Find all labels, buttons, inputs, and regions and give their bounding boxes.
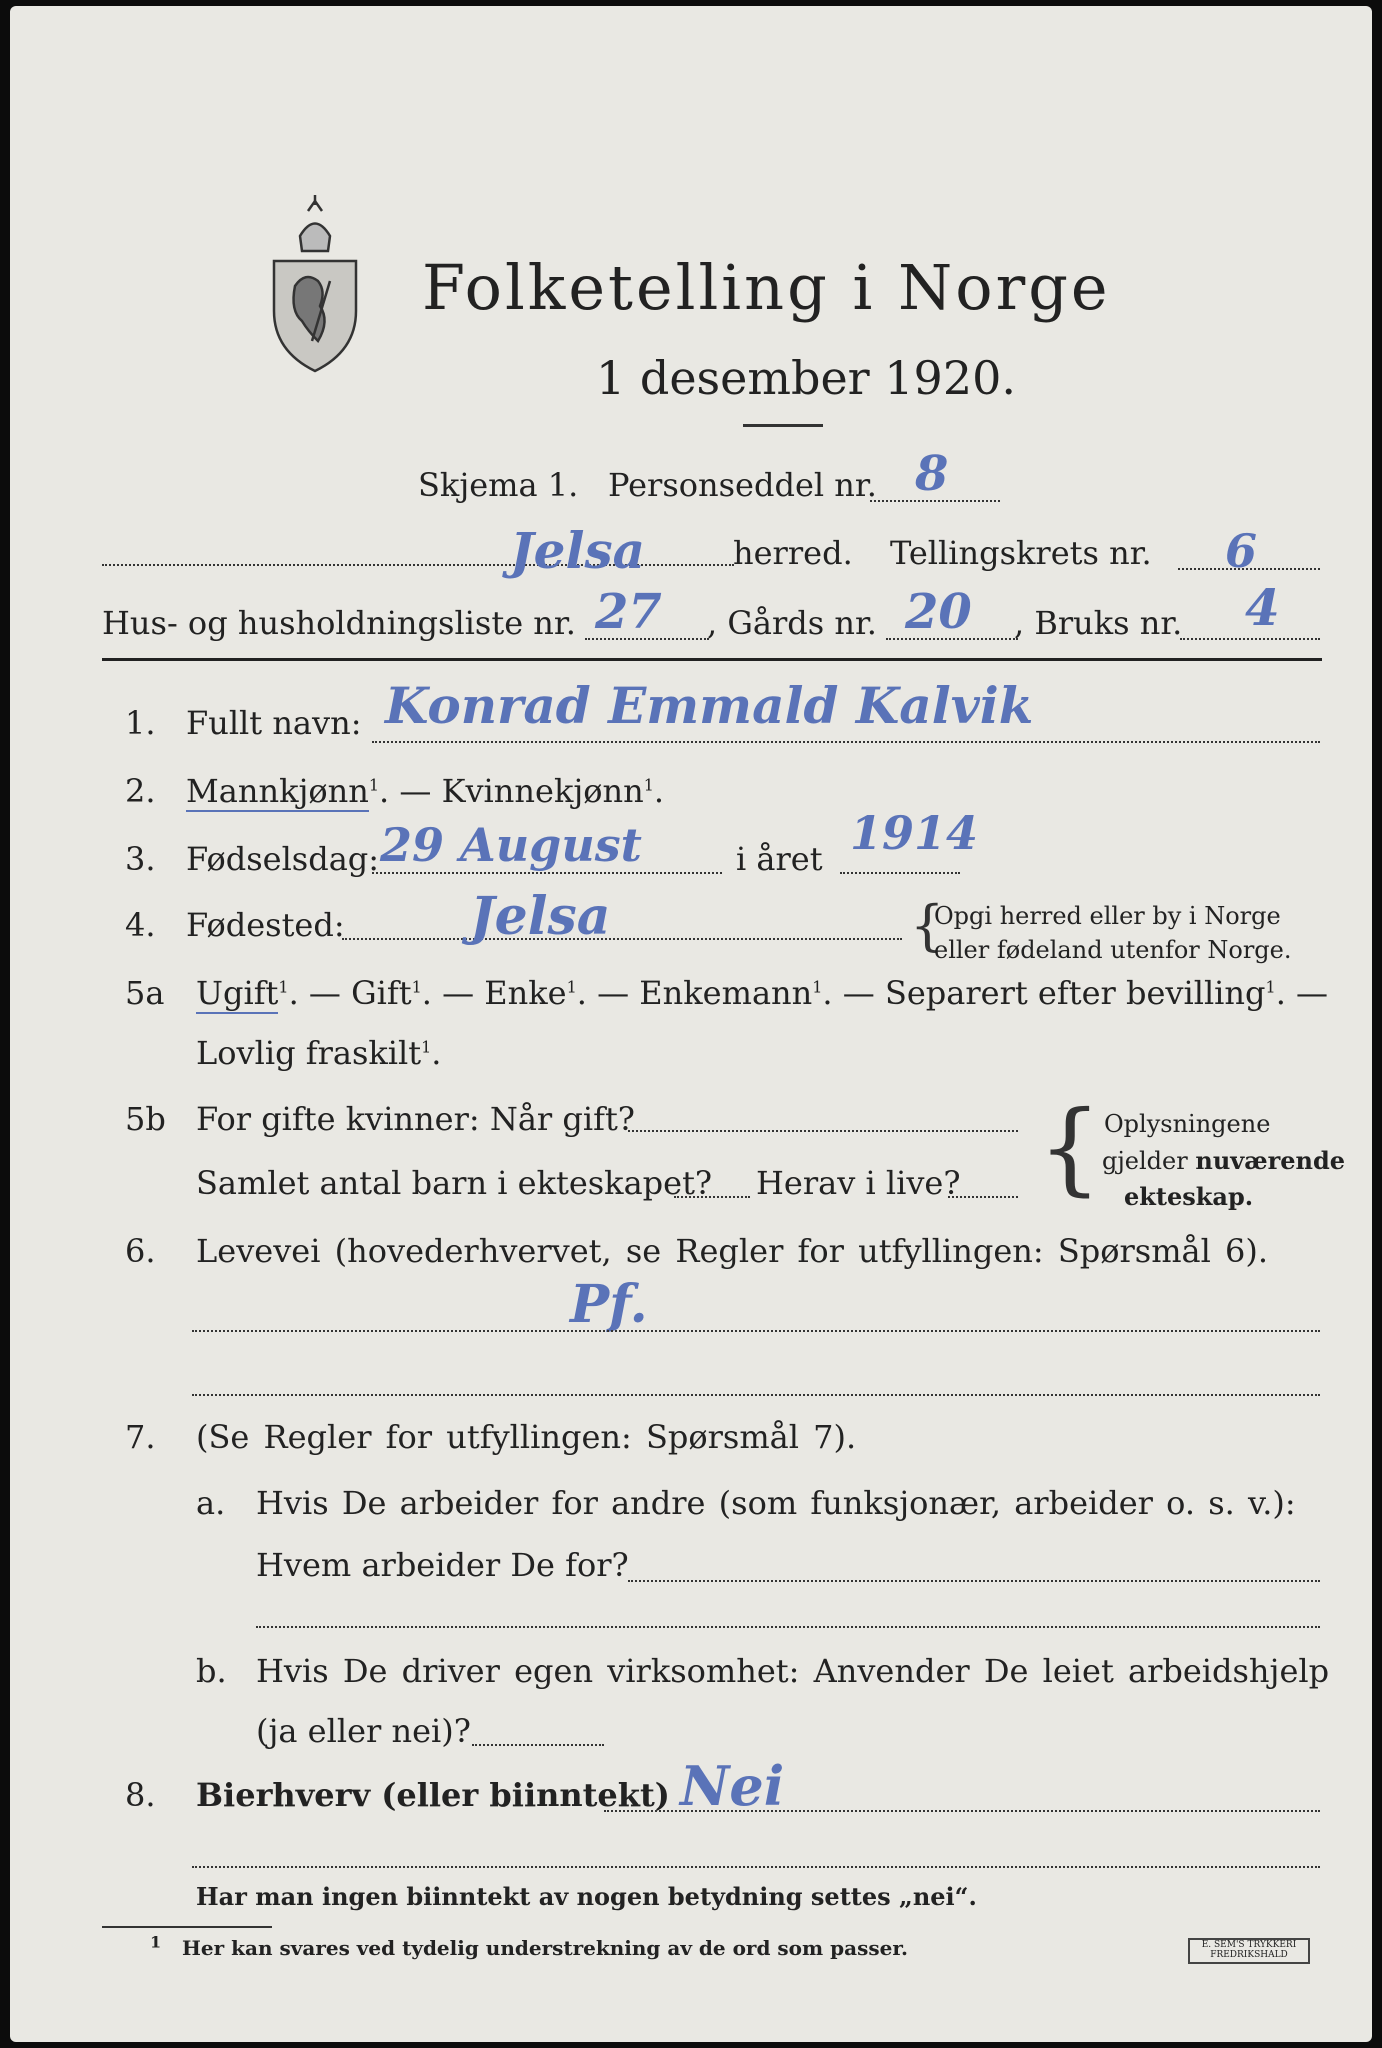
printer-stamp: E. SEM'S TRYKKERI FREDRIKSHALD	[1188, 1938, 1310, 1964]
enkemann-option[interactable]: — Enkemann	[597, 974, 813, 1012]
q3-value[interactable]: 29 August	[380, 818, 642, 872]
q5a-line2: Lovlig fraskilt$^1$.	[196, 1034, 442, 1072]
header-divider	[102, 658, 1322, 661]
q2-number: 2.	[125, 772, 156, 810]
coat-of-arms-icon	[260, 191, 370, 381]
q7-number: 7.	[125, 1418, 156, 1456]
form-date: 1 desember 1920.	[596, 351, 1016, 405]
hus-label: Hus- og husholdningsliste nr.	[102, 604, 576, 642]
ugift-option[interactable]: Ugift	[196, 974, 279, 1012]
q5b-note-2: gjelder nuværende	[1102, 1146, 1346, 1175]
q6-dots-1	[192, 1330, 1320, 1332]
tellingskrets-label: Tellingskrets nr.	[890, 534, 1152, 572]
q3-year-value[interactable]: 1914	[850, 806, 979, 860]
q4-note-1: Opgi herred eller by i Norge	[934, 902, 1281, 930]
q6-label: Levevei (hovederhvervet, se Regler for utfyllingen: Spørsmål 6).	[196, 1232, 1269, 1270]
q3-number: 3.	[125, 840, 156, 878]
q7-label: (Se Regler for utfyllingen: Spørsmål 7).	[196, 1418, 857, 1456]
q4-dots	[342, 938, 902, 940]
census-form	[10, 6, 1372, 2042]
q5b-label: For gifte kvinner: Når gift?	[196, 1100, 635, 1138]
q8-number: 8.	[125, 1776, 156, 1814]
q5b-barn-dots	[674, 1196, 750, 1198]
q7a-letter: a.	[196, 1484, 226, 1522]
q8-label: Bierhverv (eller biinntekt)	[196, 1776, 670, 1814]
q2-options: Mannkjønn$^1$. — Kvinnekjønn$^1$.	[186, 772, 665, 810]
q3-label: Fødselsdag:	[186, 840, 380, 878]
tellingskrets-value[interactable]: 6	[1225, 524, 1258, 578]
herred-label: herred.	[733, 534, 853, 572]
q5b-note-3: ekteskap.	[1124, 1182, 1254, 1211]
q7b-dots	[472, 1744, 604, 1746]
q6-value[interactable]: Pf.	[570, 1274, 648, 1335]
q5b-live: Herav i live?	[756, 1164, 961, 1202]
q8-value[interactable]: Nei	[680, 1754, 785, 1818]
q4-value[interactable]: Jelsa	[470, 886, 611, 947]
gards-label: , Gårds nr.	[707, 604, 877, 642]
q7b-question: (ja eller nei)?	[256, 1712, 471, 1750]
form-title: Folketelling i Norge	[422, 251, 1111, 324]
q4-brace: {	[910, 894, 945, 957]
gards-value[interactable]: 20	[905, 584, 972, 640]
q7b-letter: b.	[196, 1652, 227, 1690]
enke-option[interactable]: — Enke	[442, 974, 567, 1012]
bruks-value[interactable]: 4	[1245, 578, 1280, 637]
q5b-live-dots	[948, 1196, 1018, 1198]
q8-dots-2	[192, 1866, 1320, 1868]
q5b-dots	[628, 1130, 1018, 1132]
q4-label: Fødested:	[186, 906, 345, 944]
q1-dots	[372, 741, 1320, 743]
separert-option[interactable]: — Separert efter bevilling	[842, 974, 1266, 1012]
q5b-note-1: Oplysningene	[1104, 1110, 1271, 1138]
q3-dots	[372, 872, 722, 874]
q5a-number: 5a	[125, 974, 165, 1012]
footnote-rule	[102, 1926, 272, 1928]
q7a-dots-1	[628, 1580, 1320, 1582]
q1-label: Fullt navn:	[186, 704, 362, 742]
bruks-dots	[1180, 638, 1320, 640]
q7a-dots-2	[256, 1626, 1320, 1628]
q1-number: 1.	[125, 704, 156, 742]
q3-year-dots	[840, 872, 960, 874]
personseddel-label: Personseddel nr.	[608, 466, 877, 504]
personseddel-value[interactable]: 8	[915, 446, 949, 502]
hus-value[interactable]: 27	[595, 584, 662, 640]
q5b-brace: {	[1038, 1089, 1102, 1206]
q1-value[interactable]: Konrad Emmald Kalvik	[385, 676, 1034, 735]
q4-note-2: eller fødeland utenfor Norge.	[934, 936, 1292, 964]
q7a-question: Hvem arbeider De for?	[256, 1546, 629, 1584]
male-option[interactable]: Mannkjønn	[186, 772, 369, 810]
q5b-barn: Samlet antal barn i ekteskapet?	[196, 1164, 713, 1202]
q5b-number: 5b	[125, 1100, 166, 1138]
q7a-text: Hvis De arbeider for andre (som funksjonær, arbeider o. s. v.):	[256, 1484, 1296, 1522]
footnote: $^1$ Her kan svares ved tydelig understrekning av de ord som passer.	[150, 1932, 908, 1960]
female-option[interactable]: Kvinnekjønn	[441, 772, 644, 810]
q4-number: 4.	[125, 906, 156, 944]
q6-number: 6.	[125, 1232, 156, 1270]
herred-value[interactable]: Jelsa	[510, 521, 646, 580]
gift-option[interactable]: — Gift	[308, 974, 412, 1012]
schema-label: Skjema 1.	[418, 466, 579, 504]
q3-year-label: i året	[736, 840, 823, 878]
bruks-label: , Bruks nr.	[1014, 604, 1183, 642]
q7b-text: Hvis De driver egen virksomhet: Anvender De leiet arbeidshjelp	[256, 1652, 1330, 1690]
fraskilt-option[interactable]: Lovlig fraskilt	[196, 1034, 422, 1072]
title-rule	[743, 424, 823, 427]
bottom-note: Har man ingen biinntekt av nogen betydning settes „nei“.	[196, 1882, 977, 1911]
q5a-options: Ugift$^1$. — Gift$^1$. — Enke$^1$. — Enkemann$^1$. — Separert efter bevilling$^1$. —	[196, 974, 1329, 1012]
q6-dots-2	[192, 1394, 1320, 1396]
